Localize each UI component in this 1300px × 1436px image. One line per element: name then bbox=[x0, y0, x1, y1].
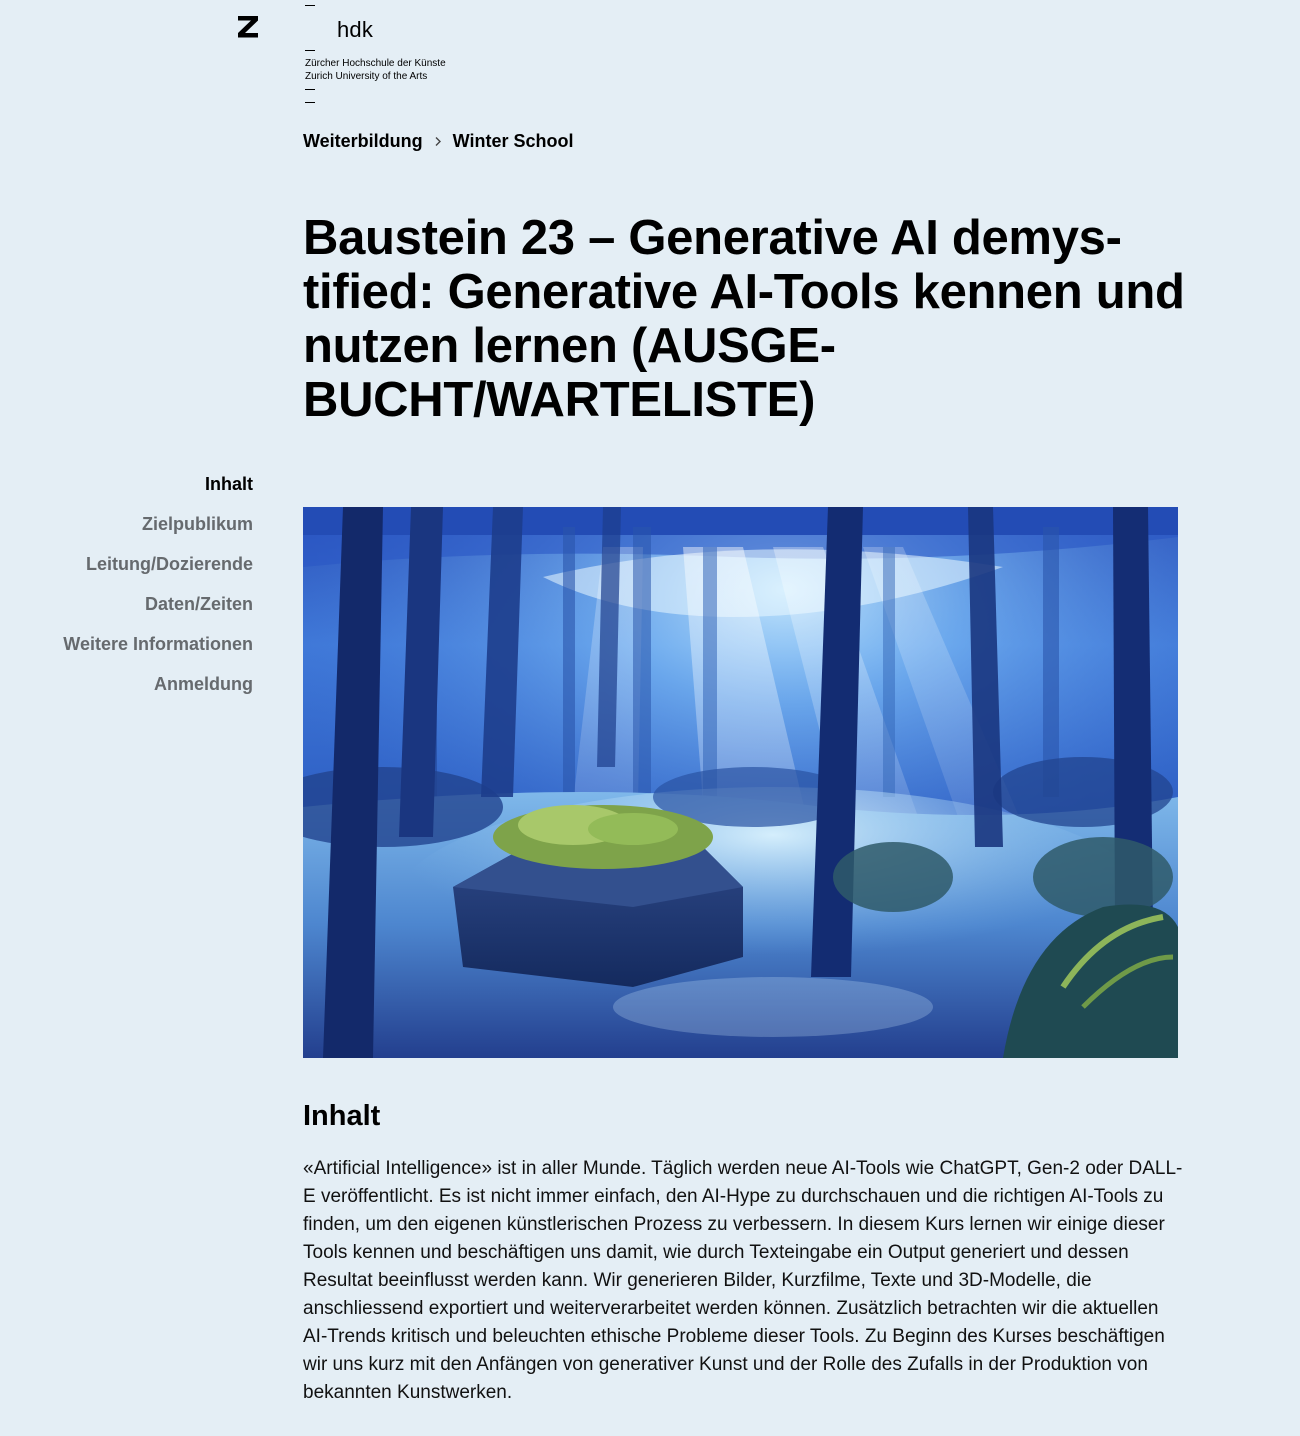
breadcrumb-winter-school[interactable]: Winter School bbox=[452, 130, 574, 151]
breadcrumb-weiterbildung[interactable]: Weiterbildung bbox=[303, 130, 423, 151]
chevron-right-icon bbox=[428, 136, 448, 147]
hero-image bbox=[303, 507, 1178, 1058]
logo-subtitle-de: Zürcher Hochschule der Künste bbox=[305, 58, 446, 69]
logo-dash bbox=[305, 5, 315, 6]
zhdk-z-logo-icon[interactable] bbox=[236, 12, 260, 40]
section-nav-item-leitung[interactable]: Leitung/Dozierende bbox=[85, 554, 253, 574]
section-nav-item-inhalt[interactable]: Inhalt bbox=[205, 474, 253, 494]
z-mark-icon bbox=[236, 12, 260, 40]
logo-hdk-text: hdk bbox=[337, 17, 374, 42]
section-nav bbox=[0, 472, 253, 712]
logo-subtitle-en: Zurich University of the Arts bbox=[305, 71, 428, 82]
section-nav-item-daten-zeiten[interactable]: Daten/Zeiten bbox=[144, 594, 253, 614]
underwater-scene-image bbox=[303, 507, 1178, 1058]
section-title-inhalt: Inhalt bbox=[303, 1100, 381, 1132]
breadcrumb bbox=[303, 130, 574, 152]
logo-dash bbox=[305, 50, 315, 51]
content-paragraph: «Artificial Intelligence» ist in aller Munde. Täglich werden neue AI-Tools wie ChatGPT, Gen-2 oder DALL-E veröffentlicht. Es ist nicht immer einfach, den AI-Hype zu durchschauen und die richtigen AI-Tools zu finden, um den eigenen künstlerischen Prozess zu verbessern. In diesem Kurs lernen wir einige dieser Tools kennen und beschäftigen uns damit, wie durch Texteingabe ein Output generiert und dessen Resultat beeinflusst werden kann. Wir generieren Bilder, Kurzfilme, Texte und 3D-Modelle, die anschliessend exportiert und weiterverarbeitet werden können. Zusätzlich betrachten wir die aktuellen AI-Trends kritisch und beleuchten ethische Probleme dieser Tools. Zu Beginn des Kurses beschäftigen wir uns kurz mit den Anfängen von generativer Kunst und der Rolle des Zufalls in der Produktion von bekannten Kunstwerken. bbox=[303, 1158, 1183, 1403]
logo-dash bbox=[305, 89, 315, 90]
section-nav-item-weitere-informationen[interactable]: Weitere Informationen bbox=[63, 634, 253, 654]
section-nav-item-zielpublikum[interactable]: Zielpublikum bbox=[141, 514, 253, 534]
page-title: Baustein 23 – Generative AI demystified: Generative AI-Tools kennen und nutzen lernen (AUSGEBUCHT/WARTELISTE) bbox=[303, 211, 1185, 427]
section-nav-item-anmeldung[interactable]: Anmeldung bbox=[154, 674, 253, 694]
logo-dash bbox=[305, 102, 315, 103]
